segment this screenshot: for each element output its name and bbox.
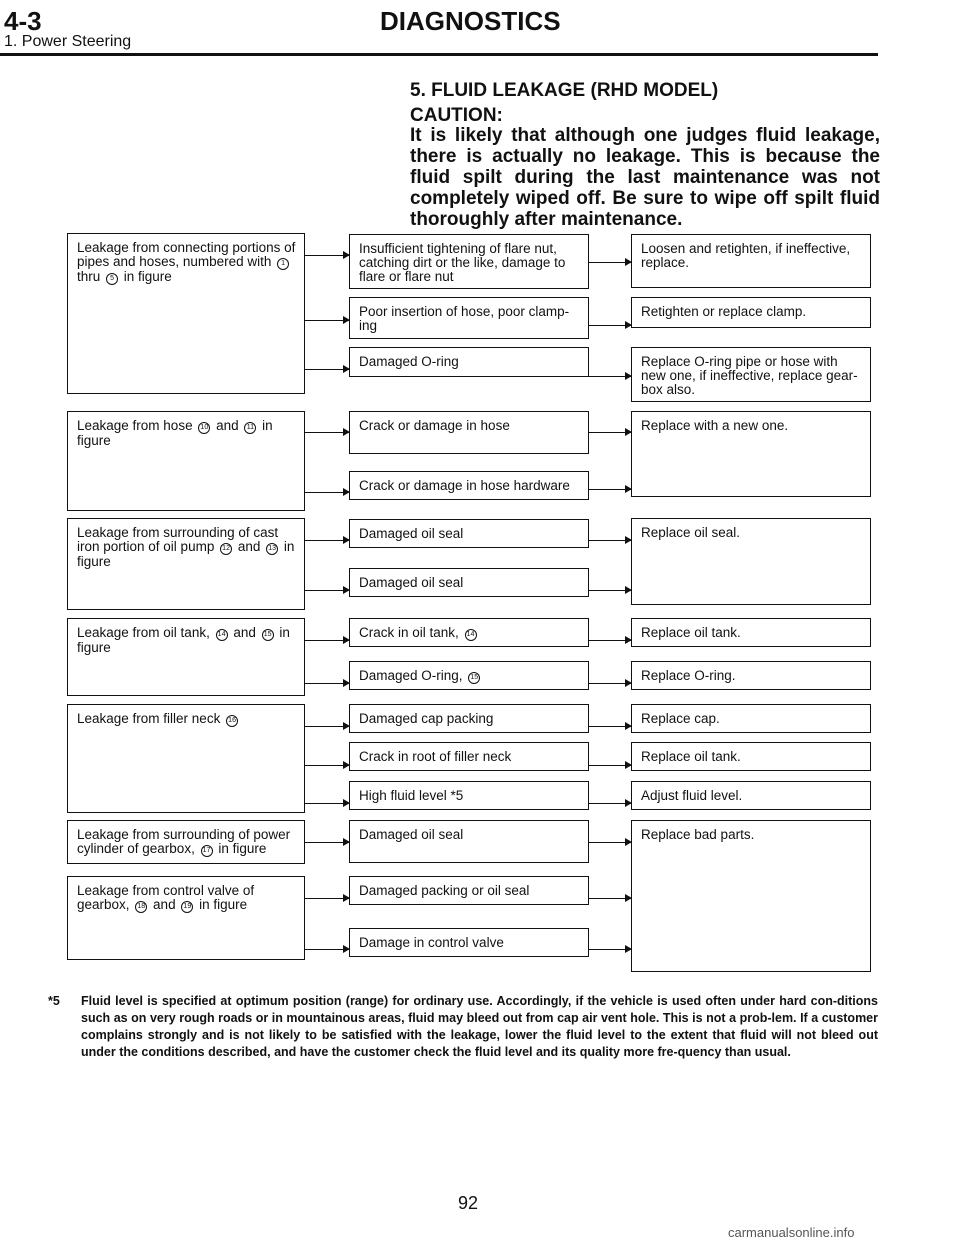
arrow xyxy=(589,590,631,591)
arrow xyxy=(305,640,349,641)
cause-text: Damaged packing or oil seal xyxy=(359,883,530,898)
symptom-text: and xyxy=(234,539,265,554)
arrow xyxy=(589,726,631,727)
arrow xyxy=(589,765,631,766)
cause-box xyxy=(349,234,589,289)
arrow xyxy=(589,640,631,641)
remedy-box xyxy=(631,781,871,810)
symptom-box xyxy=(67,820,305,864)
symptom-text: Leakage from control valve of gearbox, xyxy=(77,883,255,912)
arrow xyxy=(305,369,349,370)
remedy-box xyxy=(631,820,871,972)
caution-label: CAUTION: xyxy=(410,105,503,126)
remedy-box xyxy=(631,618,871,647)
remedy-text: Retighten or replace clamp. xyxy=(641,304,807,319)
symptom-text: and xyxy=(229,625,260,640)
callout-number: 5 xyxy=(106,273,118,285)
callout-number: 11 xyxy=(244,422,256,434)
footnote-marker: *5 xyxy=(48,994,60,1008)
symptom-text: and xyxy=(212,418,243,433)
symptom-text: Leakage from surrounding of cast iron portion of oil pump xyxy=(77,525,279,554)
remedy-text: Loosen and retighten, if ineffective, replace. xyxy=(641,241,851,270)
symptom-text: thru xyxy=(77,269,105,284)
callout-number: 14 xyxy=(216,629,228,641)
chapter-title: DIAGNOSTICS xyxy=(380,6,561,36)
remedy-text: Replace cap. xyxy=(641,711,720,726)
header-rule xyxy=(0,53,878,56)
footnote xyxy=(48,993,878,1061)
callout-number: 18 xyxy=(135,901,147,913)
remedy-text: Replace O-ring pipe or hose with new one, if ineffective, replace gear-box also. xyxy=(641,354,858,397)
cause-box xyxy=(349,742,589,771)
cause-text: Poor insertion of hose, poor clamp-ing xyxy=(359,304,570,333)
arrow xyxy=(589,489,631,490)
cause-text: Damaged O-ring, xyxy=(359,668,467,683)
symptom-text: in figure xyxy=(77,418,273,448)
arrow xyxy=(589,540,631,541)
chapter-subtitle: 1. Power Steering xyxy=(4,33,132,50)
symptom-text: Leakage from oil tank, xyxy=(77,625,214,640)
symptom-box xyxy=(67,704,305,813)
callout-number: 17 xyxy=(201,845,213,857)
remedy-box xyxy=(631,411,871,497)
callout-number: 14 xyxy=(465,629,477,641)
callout-number: 15 xyxy=(468,672,480,684)
cause-text: Damage in control valve xyxy=(359,935,504,950)
cause-box xyxy=(349,411,589,454)
remedy-text: Replace O-ring. xyxy=(641,668,736,683)
arrow xyxy=(589,898,631,899)
remedy-text: Adjust fluid level. xyxy=(641,788,743,803)
symptom-text: in figure xyxy=(77,539,295,569)
cause-box xyxy=(349,661,589,690)
arrow xyxy=(305,726,349,727)
cause-text: High fluid level *5 xyxy=(359,788,464,803)
arrow xyxy=(589,376,631,377)
arrow xyxy=(305,949,349,950)
callout-number: 13 xyxy=(266,543,278,555)
arrow xyxy=(305,842,349,843)
section-number: 4-3 xyxy=(4,6,42,36)
symptom-text: Leakage from filler neck xyxy=(77,711,225,726)
cause-box xyxy=(349,568,589,597)
remedy-text: Replace oil tank. xyxy=(641,749,741,764)
arrow xyxy=(305,683,349,684)
remedy-box xyxy=(631,704,871,733)
callout-number: 15 xyxy=(262,629,274,641)
remedy-text: Replace bad parts. xyxy=(641,827,755,842)
arrow xyxy=(589,949,631,950)
arrow xyxy=(305,803,349,804)
cause-text: Damaged O-ring xyxy=(359,354,459,369)
cause-text: Crack in oil tank, xyxy=(359,625,463,640)
remedy-box xyxy=(631,347,871,402)
cause-box xyxy=(349,928,589,957)
caution-text: It is likely that although one judges fluid leakage, there is actually no leakage. This is because the fluid spilt during the last maintenance was not completely wiped off. Be sure to wipe off spilt fluid thoroughly after maintenance. xyxy=(410,125,880,230)
arrow xyxy=(305,255,349,256)
symptom-text: in figure xyxy=(77,625,290,655)
cause-text: Damaged oil seal xyxy=(359,526,464,541)
symptom-text: and xyxy=(149,897,180,912)
remedy-text: Replace oil tank. xyxy=(641,625,741,640)
arrow xyxy=(589,842,631,843)
arrow xyxy=(305,765,349,766)
cause-box xyxy=(349,471,589,500)
arrow xyxy=(305,898,349,899)
remedy-box xyxy=(631,297,871,328)
callout-number: 12 xyxy=(220,543,232,555)
symptom-text: in figure xyxy=(195,897,248,912)
cause-text: Crack or damage in hose hardware xyxy=(359,478,570,493)
arrow xyxy=(589,262,631,263)
callout-number: 10 xyxy=(198,422,210,434)
arrow xyxy=(305,432,349,433)
cause-box xyxy=(349,781,589,810)
remedy-text: Replace with a new one. xyxy=(641,418,789,433)
symptom-text: Leakage from connecting portions of pipes and hoses, numbered with xyxy=(77,240,296,269)
cause-box xyxy=(349,519,589,548)
arrow xyxy=(305,540,349,541)
symptom-box xyxy=(67,411,305,511)
arrow xyxy=(305,320,349,321)
cause-text: Crack in root of filler neck xyxy=(359,749,512,764)
arrow xyxy=(589,325,631,326)
cause-box xyxy=(349,704,589,733)
symptom-text: Leakage from hose xyxy=(77,418,197,433)
symptom-box xyxy=(67,233,305,394)
arrow xyxy=(305,492,349,493)
callout-number: 16 xyxy=(226,715,238,727)
remedy-box xyxy=(631,742,871,771)
remedy-box xyxy=(631,234,871,288)
remedy-box xyxy=(631,661,871,690)
arrow xyxy=(589,683,631,684)
cause-box xyxy=(349,876,589,905)
footnote-text: Fluid level is specified at optimum position (range) for ordinary use. Accordingly, if the vehicle is used often under hard con-ditions such as on very rough roads or in mountainous areas, fluid may bleed out from cap air vent hole. This is not a prob-lem. If a customer complains strongly and is not likely to be satisfied with the leakage, lower the fluid level to the extent that fluid will not bleed out under the conditions described, and have the customer check the fluid level and its quality more fre-quency than usual. xyxy=(81,994,878,1059)
cause-box xyxy=(349,618,589,647)
symptom-box xyxy=(67,618,305,696)
cause-text: Damaged cap packing xyxy=(359,711,494,726)
cause-box xyxy=(349,297,589,339)
arrow xyxy=(589,432,631,433)
cause-box xyxy=(349,820,589,863)
cause-text: Insufficient tightening of flare nut, catching dirt or the like, damage to flare or flare nut xyxy=(359,241,566,284)
symptom-text: in figure xyxy=(120,269,172,284)
cause-text: Crack or damage in hose xyxy=(359,418,510,433)
watermark: carmanualsonline.info xyxy=(728,1225,855,1240)
arrow xyxy=(305,590,349,591)
callout-number: 19 xyxy=(181,901,193,913)
remedy-text: Replace oil seal. xyxy=(641,525,741,540)
cause-text: Damaged oil seal xyxy=(359,575,464,590)
cause-box xyxy=(349,347,589,377)
arrow xyxy=(589,803,631,804)
page-number: 92 xyxy=(458,1193,479,1213)
symptom-text: Leakage from surrounding of power cylinder of gearbox, xyxy=(77,827,291,856)
remedy-box xyxy=(631,518,871,605)
callout-number: 1 xyxy=(277,258,289,270)
cause-text: Damaged oil seal xyxy=(359,827,464,842)
symptom-text: in figure xyxy=(214,841,267,856)
symptom-box xyxy=(67,876,305,960)
symptom-box xyxy=(67,518,305,610)
section-heading: 5. FLUID LEAKAGE (RHD MODEL) xyxy=(410,80,719,101)
